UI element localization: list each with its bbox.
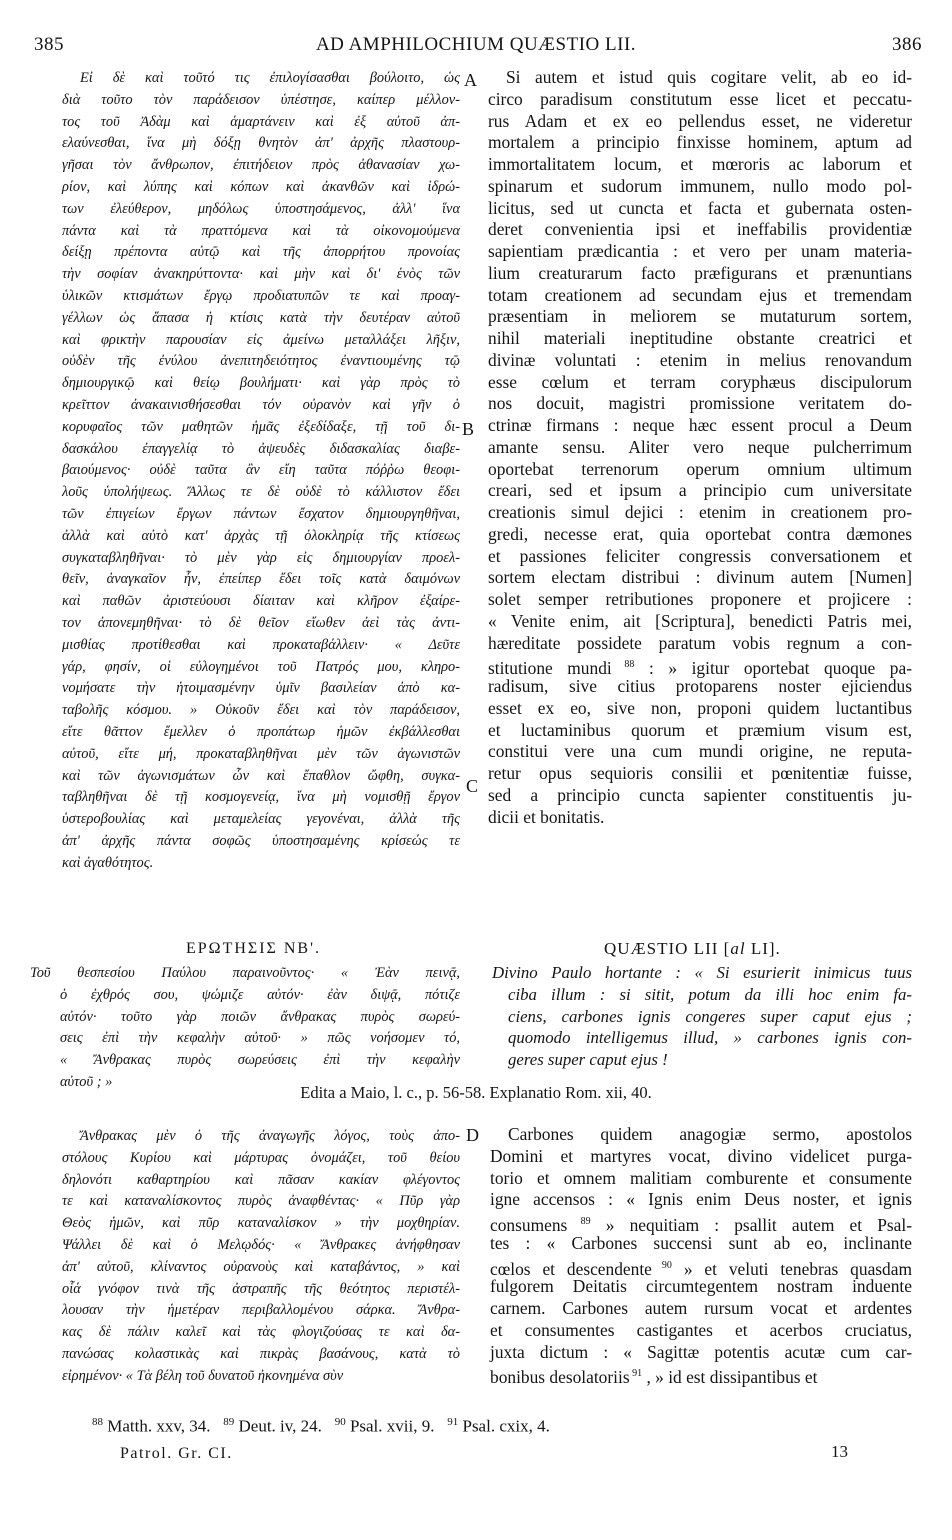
latin-line: tes : « Carbones succensi sunt ab eo, inclinante	[490, 1232, 912, 1253]
greek-line: πανώσας κολαστικὰς καὶ πικρὰς βασάνους, κατὰ τὸ	[62, 1345, 460, 1362]
greek-line: βαιούμενος· οὐδὲ ταῦτα ἂν εἴη ταῦτα πόῤῥω θεοφι-	[62, 462, 460, 479]
latin-answer-text	[490, 1124, 912, 1388]
latin-line: cœlos et descendente $^{90}$ » et veluti tenebras quasdam	[490, 1258, 912, 1279]
latin-question-title: QUÆSTIO LII [al LI].	[604, 939, 781, 958]
latin-line: dicii et bonitatis.	[488, 806, 605, 827]
latin-line: juxta dictum : « Sagittæ potentis acutæ cum car-	[490, 1341, 912, 1362]
latin-line: « Venite enim, ait [Scriptura], benedicti Patris mei,	[488, 610, 912, 631]
latin-line: gredi, necesse erat, quia oportebat contra dæmones	[488, 523, 912, 544]
greek-line: τον ἀπονεμηθῆναι· τὸ δὲ θεῖον εἴωθεν ἀεὶ τὰς ἀντι-	[62, 614, 460, 631]
latin-line: et consumentes castigantes et acerbos cruciatus,	[490, 1319, 912, 1340]
latin-line: retur opus sequioris consilii et pœnitentiæ fuisse,	[488, 763, 912, 783]
greek-line: καὶ φρικτὴν παρουσίαν εἰς ἀμείνω μεταλλάξει λῆξιν,	[62, 331, 460, 348]
greek-line: λουσαν τὴν ἡμετέραν περιβαλλομένου σάρκα. Ἄνθρα-	[62, 1302, 460, 1319]
greek-line: ελαύνεσθαι, ἵνα μὴ δόξῃ θνητὸν ἀπ' ἀρχῆς πλαστουρ-	[62, 135, 460, 152]
latin-question-line: Divino Paulo hortante : « Si esurierit inimicus tuus	[492, 963, 912, 982]
greek-line: καὶ παθῶν ἀριστεύουσι δίαιταν καὶ κλῆρον ἐξαίρε-	[62, 593, 460, 610]
margin-marker-c: C	[466, 776, 479, 796]
line-continuation: : » igitur oportebat quoque pa-	[634, 658, 912, 679]
latin-line: sapientiam prædicantia : et vero per unam materia-	[488, 241, 912, 261]
greek-line: δημιουργικῷ καὶ θείῳ βουλήματι· καὶ γὰρ πρὸς τὸ	[62, 375, 460, 392]
page-number-right: 386	[892, 34, 922, 55]
latin-question-line: geres super caput ejus !	[508, 1050, 668, 1069]
greek-line: ταβολῆς κόσμου. » Οὐκοῦν ἔδει καὶ τὸν παράδεισον,	[62, 702, 460, 719]
latin-line: bonibus desolatoriis $^{91}$ , » id est dissipantibus et	[490, 1367, 818, 1388]
latin-line: et luctaminibus quorum et præmium visum est,	[488, 719, 912, 740]
greek-question-text	[30, 963, 460, 1094]
greek-line: γῆσαι τὸν ἄνθρωπον, ἐπιτήδειον πρὸς ἀθανασίαν χω-	[62, 157, 460, 174]
greek-line: ταβληθῆναι δὲ τῇ κοσμογενείᾳ, ἵνα μὴ νομισθῇ ἔργον	[62, 789, 460, 806]
latin-line: Si autem et istud quis cogitare velit, ab eo id-	[506, 67, 912, 87]
latin-line: esse cœlum et terram coryphæus discipulorum	[488, 371, 912, 392]
greek-line: νομήσατε τὴν ἡτοιμασμένην ὑμῖν βασιλείαν ἀπὸ κα-	[62, 680, 460, 697]
greek-line: γέλλων ὡς ἅπασα ἡ κτίσις κατὰ τὴν δευτέραν αὐτοῦ	[62, 309, 460, 326]
greek-line: ἀπ' αὐτοῦ, κλίναντος οὐρανοὺς καὶ καταβάντος, » καὶ	[62, 1258, 460, 1275]
greek-line: ρίον, καὶ λύπης καὶ κόπων καὶ ἀκανθῶν καὶ ἱδρώ-	[62, 178, 460, 195]
latin-line: Carbones quidem anagogiæ sermo, apostolos	[508, 1124, 912, 1144]
latin-line: consumens $^{89}$ » nequitiam : psallit autem et Psal-	[490, 1214, 912, 1235]
greek-line: στόλους Κυρίου καὶ μάρτυρας ὀνομάζει, τοῦ θείου	[62, 1149, 460, 1166]
greek-line: αὐτοῦ, εἴτε μή, προκαταβληθῆναι μὲν τῶν ἀγωνιστῶν	[62, 745, 460, 762]
edition-note: Edita a Maio, l. c., p. 56-58. Explanatio Rom. xii, 40.	[300, 1083, 652, 1102]
greek-line: καὶ ἀγαθότητος.	[62, 854, 154, 871]
greek-line: εἴτε θᾶττον ἔμελλεν ὁ προπάτωρ ἡμῶν ἐκβάλλεσθαι	[62, 723, 460, 740]
latin-line: immortalitatem locum, et mœroris ac laborum et	[488, 154, 912, 174]
greek-line: μισθίας προτίθεσθαι καὶ προκαταβάλλειν· « Δεῦτε	[62, 636, 460, 653]
greek-line: Ψάλλει δὲ καὶ ὁ Μελῳδός· « Ἄνθρακες ἀνήφθησαν	[62, 1236, 460, 1253]
latin-line: licitus, sed ut cuncta et facta et gubernata osten-	[488, 197, 912, 218]
latin-line: spinarum et sudorum immunem, nullo modo pol-	[488, 175, 912, 196]
latin-text-column	[488, 67, 912, 828]
latin-line: carnem. Carbones autem rursum vocat et ardentes	[490, 1298, 912, 1318]
latin-line: totam creationem ad secundam ejus et tremendam	[488, 284, 912, 305]
greek-line: συγκαταβληθῆναι· τὸ μὲν γὰρ εἰς δημιουργίαν προελ-	[62, 549, 460, 566]
latin-line: oportebat terrenorum operum omnium ultimum	[488, 458, 912, 479]
greek-line: τος τοῦ Ἀδὰμ καὶ ἁμαρτάνειν καὶ ἐξ αὐτοῦ ἀπ-	[62, 113, 460, 130]
greek-question-line: αὐτοῦ ; »	[60, 1073, 113, 1090]
latin-line: deret convenientia ipsi et ineffabilis providentiæ	[488, 219, 912, 240]
footnote-reference: 89	[567, 1216, 591, 1227]
page-number-left: 385	[34, 34, 64, 55]
greek-line: ἀλλὰ καὶ αὐτὸ κατ' ἀρχὰς τῇ ὁλοκληρίᾳ τῆς κτίσεως	[62, 527, 460, 544]
greek-line: λοῦς ὑπολήψεως. Ἄλλως τε δὲ οὐδὲ τὸ κάλλιστον ἔδει	[62, 484, 460, 501]
printer-signature: 13	[831, 1442, 848, 1461]
greek-line: διὰ τοῦτο τὸν παράδεισον ὑπέστησε, καίπερ μέλλον-	[62, 91, 460, 108]
footnote-reference: 88	[611, 659, 635, 671]
greek-line: δασκάλου ἐπαγγελίᾳ τὸ ἀψευδὲς διδασκαλίας διαβε-	[62, 440, 460, 457]
greek-line: Εἰ δὲ καὶ τοῦτό τις ἐπιλογίσασθαι βούλοιτο, ὡς	[80, 70, 460, 86]
greek-line: δείξῃ πρέποντα αὐτῷ καὶ τῆς ἀπορρήτου προνοίας	[62, 244, 460, 261]
latin-question-line: quomodo intelligemus illud, » carbones ignis con-	[508, 1028, 912, 1048]
greek-line: κορυφαῖος τῶν μαθητῶν ἡμᾶς ἐξεδίδαξε, τῇ τοῦ δι-	[62, 418, 460, 435]
greek-line: οὐδὲν τῆς ἐνύλου ἀνεπιτηδειότητος ἐναντιουμένης τῷ	[62, 353, 460, 370]
latin-line: divinæ voluntati : etenim in melius renovandum	[488, 349, 912, 370]
greek-text-column	[62, 68, 460, 874]
greek-line: τὴν σοφίαν ἀνακηρύττοντα· καὶ μὴν καὶ δι' ἑνὸς τῶν	[62, 266, 460, 283]
latin-line: lium creaturarum facto præfigurans et prænuntians	[488, 262, 912, 283]
latin-line: rus Adam et ex eo pellendus esset, ne videretur	[488, 110, 912, 131]
greek-line: τε καὶ καταναλίσκοντος πυρὸς ἀναφθέντας· « Πῦρ γὰρ	[62, 1193, 460, 1210]
latin-line: nos docuit, magistri promissione veritatem do-	[488, 393, 912, 414]
greek-line: ὑστεροβουλίας καὶ μεταμελείας γεγονέναι, ἀλλὰ τῆς	[62, 811, 460, 828]
greek-line: οἷά γνόφον τινὰ τῆς ἀστραπῆς τῆς θεότητος περιστέλ-	[62, 1280, 460, 1297]
latin-line: hæreditate possidete paratum vobis regnum a con-	[488, 632, 912, 653]
greek-line: ἀπ' ἀρχῆς πάντα σοφῶς ὑποστησαμένης κρίσεώς τε	[62, 832, 460, 849]
margin-marker-b: B	[462, 419, 475, 439]
greek-line: δηλονότι καθαρτηρίου καὶ πᾶσαν κακίαν φλέγοντος	[62, 1171, 460, 1188]
latin-line: stitutione mundi $^{88}$ : » igitur oportebat quoque pa-	[488, 658, 912, 679]
latin-line: mortalem a principio finxisse hominem, aptum ad	[488, 132, 912, 153]
greek-question-line: σεις ἐπὶ τὴν κεφαλὴν αὐτοῦ· » πῶς νοήσομεν τό,	[60, 1030, 460, 1047]
footnote-reference: 90	[651, 1259, 672, 1271]
latin-question-text	[492, 962, 912, 1071]
greek-line: ὑλικῶν κτισμάτων ἔργῳ προδιατυπῶν τε καὶ προαγ-	[62, 287, 460, 304]
greek-line: εἰρημένον· « Τὰ βέλη τοῦ δυνατοῦ ἠκονημένα σὺν	[62, 1367, 344, 1384]
line-continuation: , » id est dissipantibus et	[642, 1367, 818, 1388]
latin-line: esset ex eo, sive non, proponi quidem luctantibus	[488, 697, 912, 718]
line-continuation: » et veluti tenebras quasdam	[671, 1258, 912, 1279]
footnote-reference: 91	[629, 1368, 643, 1380]
greek-line: γάρ, φησίν, οἱ εὐλογημένοι τοῦ Πατρός μου, κληρο-	[62, 658, 460, 675]
margin-marker-d: D	[466, 1125, 479, 1145]
latin-question-line: ciba illum : si sitit, potum da illi hoc enim fa-	[508, 984, 912, 1004]
greek-line: Θεὸς ἡμῶν, καὶ πῦρ καταναλίσκον » τὴν μοχθηρίαν.	[62, 1215, 460, 1232]
greek-question-line: « Ἄνθρακας πυρὸς σωρεύσεις ἐπὶ τὴν κεφαλὴν	[60, 1052, 460, 1069]
greek-line: κας δὲ πάλιν καλεῖ καὶ τὰς φλογιζούσας τε καὶ δα-	[62, 1324, 460, 1341]
latin-line: præsentiam in meliorem se mutaturum sortem,	[488, 306, 912, 327]
latin-line: creari, sed et ipsum a principio cum universitate	[488, 480, 912, 501]
latin-line: amante sensu. Aliter vero neque pulcherrimum	[488, 436, 912, 457]
margin-marker-a: A	[464, 70, 477, 90]
greek-question-line: αὐτόν· τοῦτο γὰρ ποιῶν ἄνθρακας πυρὸς σωρεύ-	[60, 1008, 460, 1025]
latin-line: creationis simul dejici : etenim in creationem pro-	[488, 502, 912, 522]
greek-line: Ἄνθρακας μὲν ὁ τῆς ἀναγωγῆς λόγος, τοὺς ἀπο-	[80, 1128, 460, 1144]
greek-question-line: ὁ ἐχθρός σου, ψώμιζε αὐτόν· ἐὰν διψᾷ, πότιζε	[60, 986, 460, 1003]
latin-line: et passiones feliciter congressis conversationem et	[488, 545, 912, 566]
latin-line: Domini et martyres vocat, divino videlicet purga-	[490, 1145, 912, 1166]
running-title: AD AMPHILOCHIUM QUÆSTIO LII.	[315, 34, 637, 55]
greek-line: των ἐλεύθερον, μηδόλως ὑποστησάμενος, ἀλλ' ἵνα	[62, 200, 460, 217]
latin-line: fulgorem Deitatis circumtegentem nostram induente	[490, 1276, 912, 1297]
latin-line: ctrinæ firmans : neque hæc essent procul a Deum	[488, 415, 912, 435]
greek-line: καὶ τῶν ἀγωνισμάτων ὧν καὶ ἔπαθλον ὤφθη, συγκα-	[62, 767, 460, 784]
greek-question-title: ΕΡΩΤΗΣΙΣ ΝΒ'.	[186, 940, 321, 957]
greek-line: τῶν ἐπιγείων ἔργων πάντων ἔσχατον δημιουργηθῆναι,	[62, 505, 460, 522]
latin-line: igne accensos : « Ignis enim Deus noster, et ignis	[490, 1189, 912, 1210]
latin-line: sortem electam distribui : divinum autem [Numen]	[488, 567, 912, 588]
latin-line: sed a principio cuncta sapienter constituentis ju-	[488, 784, 912, 805]
latin-line: solet semper retributiones proponere et projicere :	[488, 589, 912, 609]
greek-line: πάντα καὶ τὰ πραττόμενα καὶ τὰ οἰκονομούμενα	[62, 222, 460, 239]
patrologia-signature: Patrol. Gr. CI.	[120, 1445, 233, 1462]
greek-answer-text	[62, 1126, 460, 1388]
greek-line: κρεῖττον ἀνακαινισθήσεσθαι τόν οὐρανὸν καὶ γῆν ὁ	[62, 396, 460, 413]
footnotes: $^{88}$ Matth. xxv, 34. $^{89}$ Deut. iv, 24. $^{90}$ Psal. xvii, 9. $^{91}$ Psal. cxix, 4.	[92, 1416, 550, 1436]
greek-line: θεῖν, ἀναγκαῖον ἦν, ἐπείπερ ἔδει τοῖς κατὰ δαιμόνων	[62, 571, 460, 588]
latin-line: circo paradisum constitutum esse licet et peccatu-	[488, 88, 912, 109]
latin-line: nihil materiali ineptitudine obstante creatrici et	[488, 328, 912, 348]
line-continuation: » nequitiam : psallit autem et Psal-	[590, 1214, 912, 1235]
latin-question-line: ciens, carbones ignis congeres super caput ejus ;	[508, 1006, 912, 1026]
latin-line: radisum, sive citius protoparens noster ejiciendus	[488, 676, 912, 696]
page-header	[30, 34, 922, 60]
greek-question-line: Τοῦ θεσπεσίου Παύλου παραινοῦντος· « Ἐὰν πεινᾷ,	[30, 965, 460, 981]
latin-line: torio et omnem malitiam comburente et consumente	[490, 1167, 912, 1188]
latin-line: constitui vere una cum mundi origine, ne reputa-	[488, 741, 912, 762]
